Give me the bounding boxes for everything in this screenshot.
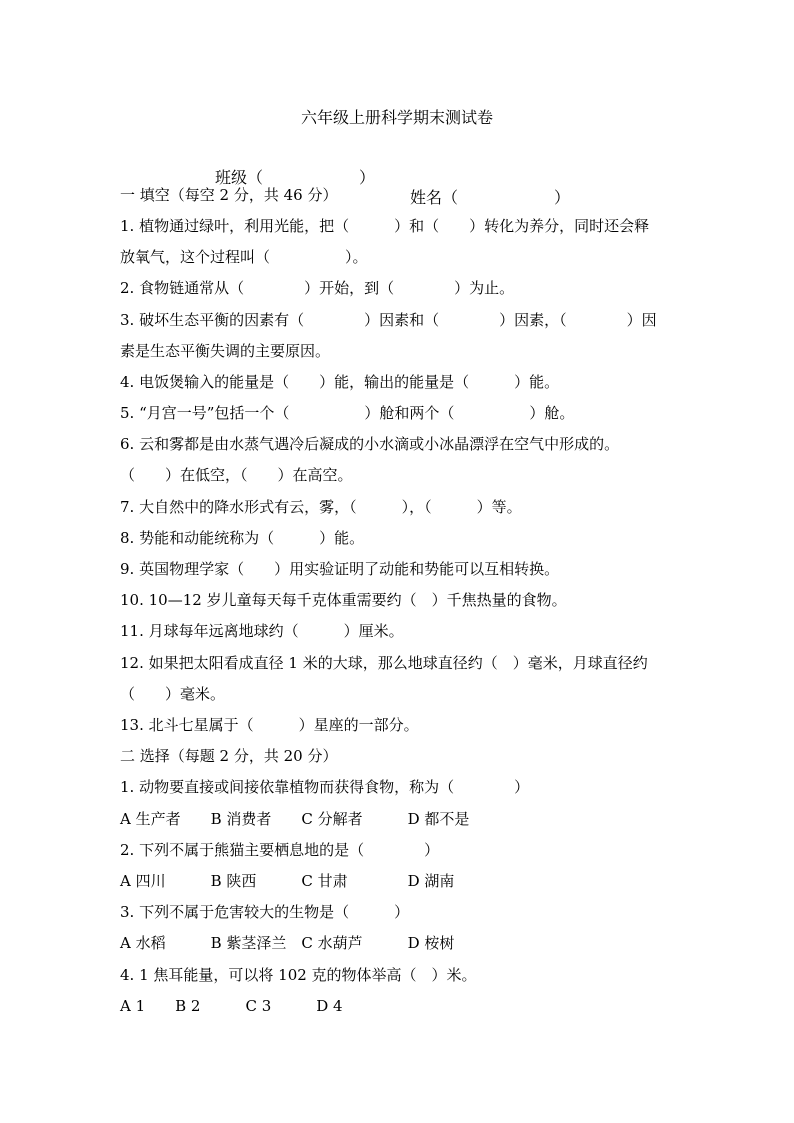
option-line: A 生产者 B 消费者 C 分解者 D 都不是 (120, 810, 470, 828)
question-line: 7. 大自然中的降水形式有云，雾，（ ），（ ）等。 (120, 498, 522, 516)
class-field-label: 班级（ ） (215, 168, 376, 187)
question-line: 4. 1 焦耳能量，可以将 102 克的物体举高（ ）米。 (120, 966, 477, 984)
section2-heading: 二 选择（每题 2 分，共 20 分） (120, 747, 338, 765)
question-line: 11. 月球每年远离地球约（ ）厘米。 (120, 622, 404, 640)
question-line: 12. 如果把太阳看成直径 1 米的大球，那么地球直径约（ ）毫米，月球直径约 (120, 654, 648, 672)
option-line: A 水稻 B 紫茎泽兰 C 水葫芦 D 桉树 (120, 934, 455, 952)
option-line: A 1 B 2 C 3 D 4 (120, 997, 343, 1015)
question-line: 3. 破坏生态平衡的因素有（ ）因素和（ ）因素，（ ）因 (120, 311, 657, 329)
question-line: 1. 植物通过绿叶，利用光能，把（ ）和（ ）转化为养分，同时还会释 (120, 217, 650, 235)
question-line: 4. 电饭煲输入的能量是（ ）能，输出的能量是（ ）能。 (120, 373, 560, 391)
question-line: 素是生态平衡失调的主要原因。 (120, 342, 331, 360)
question-line: 6. 云和雾都是由水蒸气遇冷后凝成的小水滴或小冰晶漂浮在空气中形成的。 (120, 435, 620, 453)
question-line: 5. “月宫一号”包括一个（ ）舱和两个（ ）舱。 (120, 404, 575, 422)
question-line: 13. 北斗七星属于（ ）星座的一部分。 (120, 716, 419, 734)
question-line: （ ）毫米。 (120, 685, 226, 703)
question-line: 10. 10—12 岁儿童每天每千克体重需要约（ ）千焦热量的食物。 (120, 591, 567, 609)
question-line: 3. 下列不属于危害较大的生物是（ ） (120, 903, 410, 921)
section1-heading: 一 填空（每空 2 分，共 46 分） (120, 186, 338, 204)
question-line: 1. 动物要直接或间接依靠植物而获得食物，称为（ ） (120, 778, 530, 796)
question-line: 9. 英国物理学家（ ）用实验证明了动能和势能可以互相转换。 (120, 560, 560, 578)
question-line: 2. 食物链通常从（ ）开始，到（ ）为止。 (120, 279, 515, 297)
name-field-label: 姓名（ ） (410, 188, 571, 207)
option-line: A 四川 B 陕西 C 甘肃 D 湖南 (120, 872, 455, 890)
page-title: 六年级上册科学期末测试卷 (300, 108, 493, 127)
question-line: 放氧气，这个过程叫（ ）。 (120, 248, 368, 266)
question-line: 8. 势能和动能统称为（ ）能。 (120, 529, 365, 547)
question-line: 2. 下列不属于熊猫主要栖息地的是（ ） (120, 841, 440, 859)
question-line: （ ）在低空，（ ）在高空。 (120, 466, 353, 484)
